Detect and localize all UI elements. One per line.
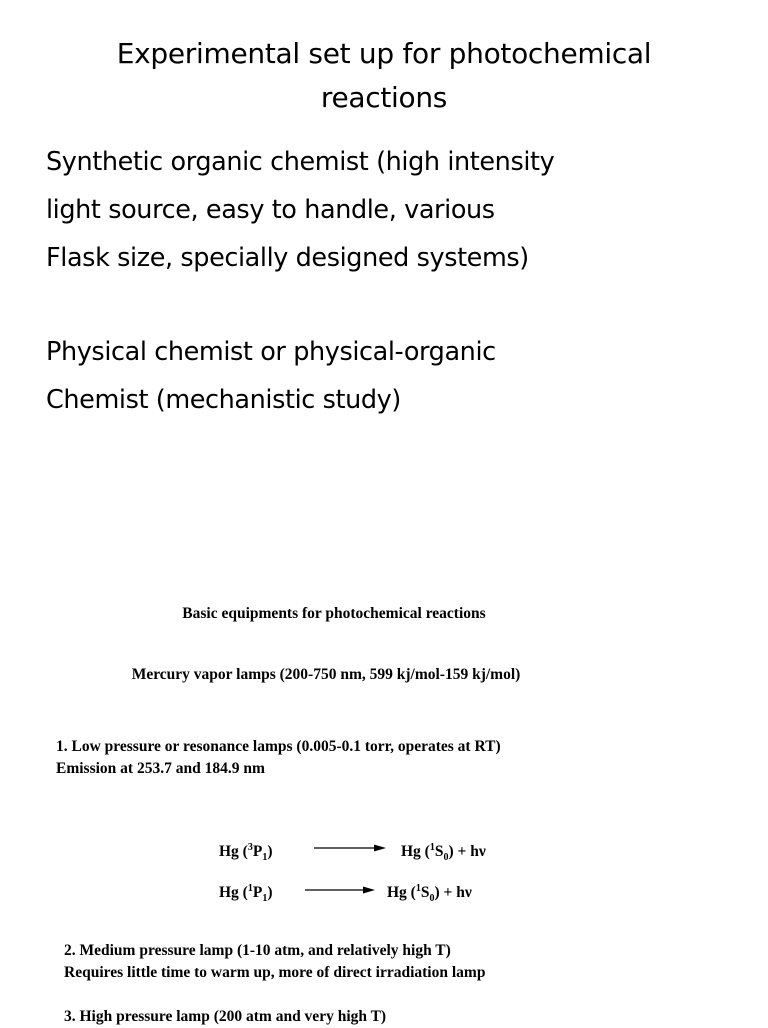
mercury-lamps-intro: Mercury vapor lamps (200-750 nm, 599 kj/mol-159 kj/mol) [131,666,521,683]
eq-superscript: 1 [429,841,435,853]
eq-subscript: 0 [429,893,435,905]
eq-superscript: 1 [415,882,421,894]
medium-pressure-lamp-line-1: 2. Medium pressure lamp (1-10 atm, and relatively high T) [64,942,451,959]
paragraph-line: Synthetic organic chemist (high intensity [46,147,555,177]
medium-pressure-lamp-line-2: Requires little time to warm up, more of direct irradiation lamp [64,964,486,981]
document-heading: Basic equipments for photochemical reactions [182,605,486,622]
eq-text: Hg ( [387,884,416,901]
equation-2-reactant [219,882,272,904]
reaction-arrow-icon [305,884,375,896]
high-pressure-lamp-line-1: 3. High pressure lamp (200 atm and very high T) [64,1008,387,1025]
slide-title [40,32,728,120]
eq-text: ) + hν [434,884,472,901]
eq-subscript: 0 [443,852,449,864]
eq-text: S [420,884,430,901]
eq-text: Hg ( [219,843,248,860]
paragraph-line: Physical chemist or physical-organic [46,337,496,367]
eq-text: ) [267,884,273,901]
slide-paragraph-synthetic-chemist [46,138,554,282]
slide-title-line-2: reactions [320,81,448,114]
eq-superscript: 1 [247,882,253,894]
eq-text: P [252,884,263,901]
slide-title-line-1: Experimental set up for photochemical [116,37,652,70]
low-pressure-lamp-line-1: 1. Low pressure or resonance lamps (0.005-0.1 torr, operates at RT) [56,738,501,755]
eq-text: ) [267,843,273,860]
paragraph-line: Chemist (mechanistic study) [46,385,401,415]
low-pressure-lamp-line-2: Emission at 253.7 and 184.9 nm [56,760,265,777]
equation-1-reactant [219,841,272,863]
equation-1-product [401,841,486,863]
slide-paragraph-physical-chemist [46,328,496,424]
paragraph-line: Flask size, specially designed systems) [46,243,529,273]
eq-superscript: 3 [247,841,253,853]
eq-subscript: 1 [262,852,268,864]
eq-text: ) + hν [448,843,486,860]
reaction-arrow-icon [314,842,386,854]
eq-subscript: 1 [262,893,268,905]
eq-text: Hg ( [219,884,248,901]
eq-text: S [434,843,444,860]
paragraph-line: light source, easy to handle, various [46,195,495,225]
eq-text: Hg ( [401,843,430,860]
equation-2-product [387,882,472,904]
eq-text: P [252,843,263,860]
